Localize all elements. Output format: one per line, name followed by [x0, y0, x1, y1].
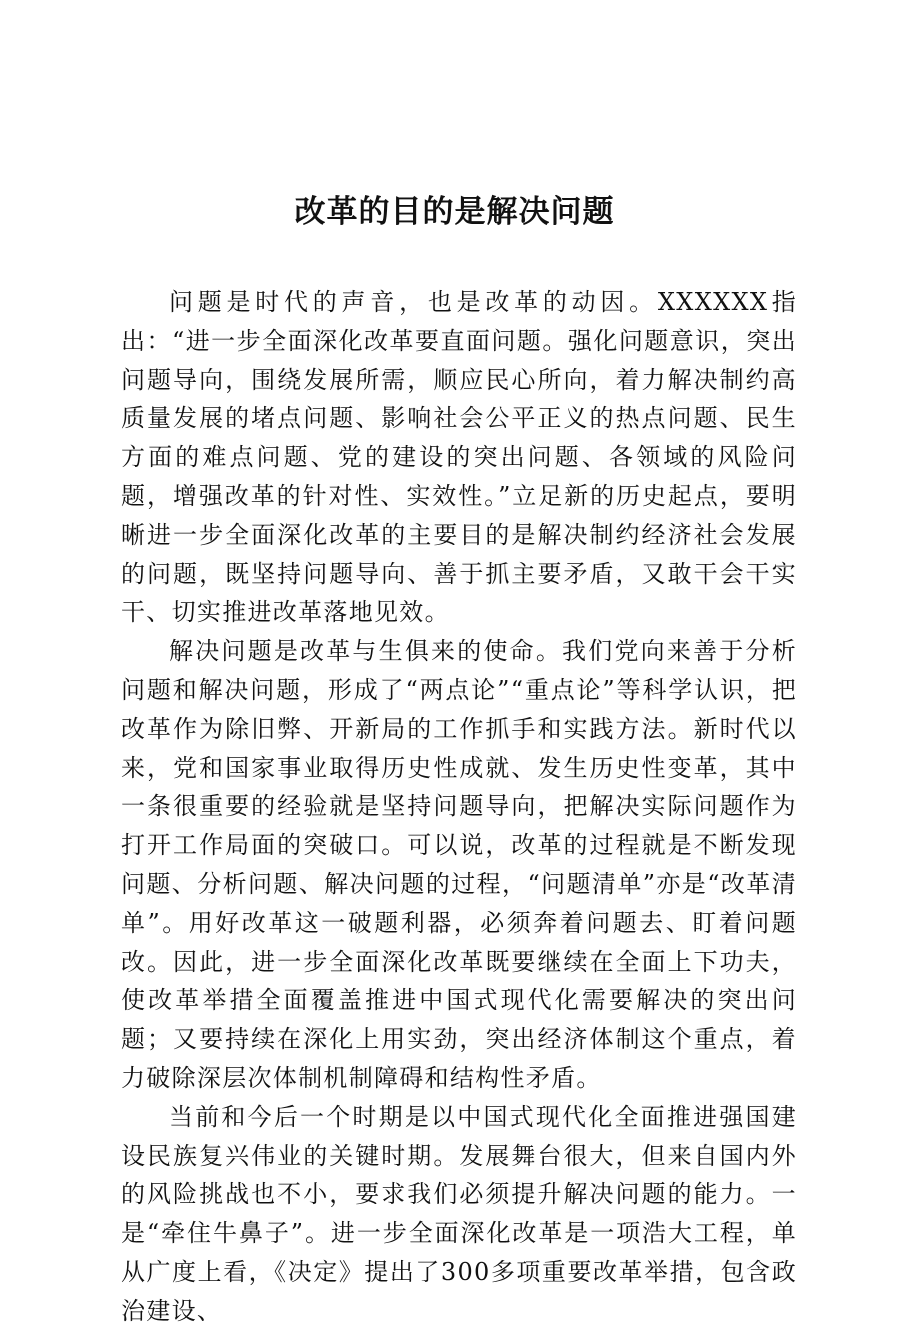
- paragraph-1: 问题是时代的声音，也是改革的动因。XXXXXX指出：“进一步全面深化改革要直面问题。强化问题意识，突出问题导向，围绕发展所需，顺应民心所向，着力解决制约高质量发展的堵点问题、影响社会公平正义的热点问题、民生方面的难点问题、党的建设的突出问题、各领域的风险问题，增强改革的针对性、实效性。”立足新的历史起点，要明晰进一步全面深化改革的主要目的是解决制约经济社会发展的问题，既坚持问题导向、善于抓主要矛盾，又敢干会干实干、切实推进改革落地见效。: [121, 288, 797, 627]
- document-body: [121, 283, 797, 1331]
- document-title: 改革的目的是解决问题: [294, 194, 615, 230]
- paragraph-2: 解决问题是改革与生俱来的使命。我们党向来善于分析问题和解决问题，形成了“两点论”“重点论”等科学认识，把改革作为除旧弊、开新局的工作抓手和实践方法。新时代以来，党和国家事业取得历史性成就、发生历史性变革，其中一条很重要的经验就是坚持问题导向，把解决实际问题作为打开工作局面的突破口。可以说，改革的过程就是不断发现问题、分析问题、解决问题的过程，“问题清单”亦是“改革清单”。用好改革这一破题利器，必须奔着问题去、盯着问题改。因此，进一步全面深化改革既要继续在全面上下功夫，使改革举措全面覆盖推进中国式现代化需要解决的突出问题；又要持续在深化上用实劲，突出经济体制这个重点，着力破除深层次体制机制障碍和结构性矛盾。: [121, 637, 797, 1092]
- paragraph-3: 当前和今后一个时期是以中国式现代化全面推进强国建设民族复兴伟业的关键时期。发展舞台很大，但来自国内外的风险挑战也不小，要求我们必须提升解决问题的能力。一是“牵住牛鼻子”。进一步全面深化改革是一项浩大工程，单从广度上看，《决定》提出了300多项重要改革举措，包含政治建设、: [121, 1102, 797, 1325]
